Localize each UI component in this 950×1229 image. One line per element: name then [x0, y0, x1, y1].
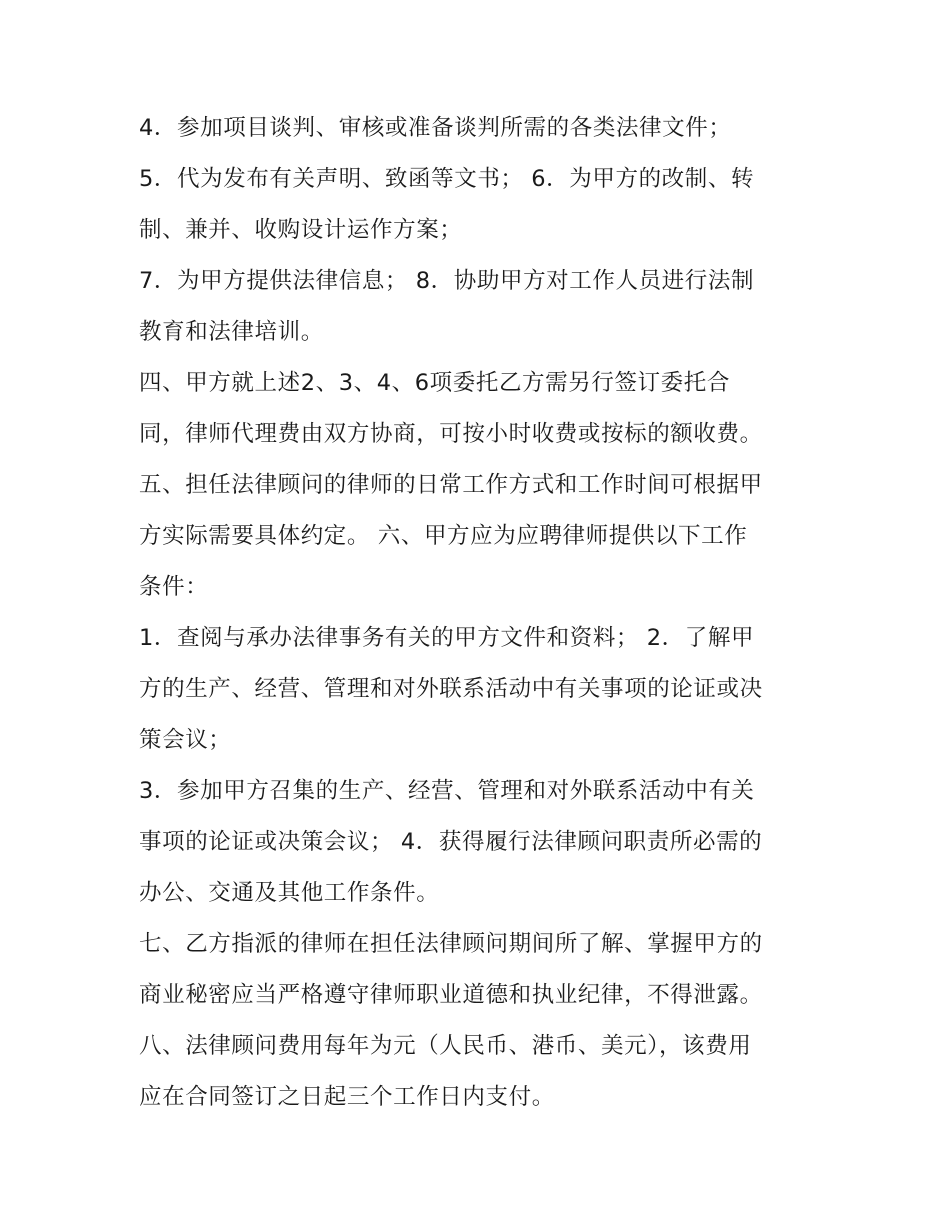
text-line: 条件： [139, 574, 209, 600]
text-line: 方实际需要具体约定。 六、甲方应为应聘律师提供以下工作 [139, 523, 748, 549]
text-line: 5．代为发布有关声明、致函等文书； 6．为甲方的改制、转 [139, 166, 755, 192]
text-line: 八、法律顾问费用每年为元（人民币、港币、美元），该费用 [139, 1033, 752, 1059]
text-line: 3．参加甲方召集的生产、经营、管理和对外联系活动中有关 [139, 778, 755, 804]
text-line: 方的生产、经营、管理和对外联系活动中有关事项的论证或决 [139, 676, 763, 702]
text-line: 应在合同签订之日起三个工作日内支付。 [139, 1084, 555, 1110]
text-line: 制、兼并、收购设计运作方案； [139, 217, 463, 243]
text-line: 教育和法律培训。 [139, 319, 324, 345]
text-line: 4．参加项目谈判、审核或准备谈判所需的各类法律文件； [139, 115, 732, 141]
text-line: 同，律师代理费由双方协商，可按小时收费或按标的额收费。 [139, 421, 763, 447]
text-line: 事项的论证或决策会议； 4．获得履行法律顾问职责所必需的 [139, 829, 763, 855]
text-line: 四、甲方就上述2、3、4、6项委托乙方需另行签订委托合 [139, 370, 730, 396]
document-body [139, 103, 829, 1123]
text-line: 1．查阅与承办法律事务有关的甲方文件和资料； 2．了解甲 [139, 625, 755, 651]
text-line: 五、担任法律顾问的律师的日常工作方式和工作时间可根据甲 [139, 472, 763, 498]
text-line: 商业秘密应当严格遵守律师职业道德和执业纪律，不得泄露。 [139, 982, 763, 1008]
text-line: 七、乙方指派的律师在担任法律顾问期间所了解、掌握甲方的 [139, 931, 763, 957]
text-line: 策会议； [139, 727, 232, 753]
text-line: 7．为甲方提供法律信息； 8．协助甲方对工作人员进行法制 [139, 268, 755, 294]
text-line: 办公、交通及其他工作条件。 [139, 880, 440, 906]
